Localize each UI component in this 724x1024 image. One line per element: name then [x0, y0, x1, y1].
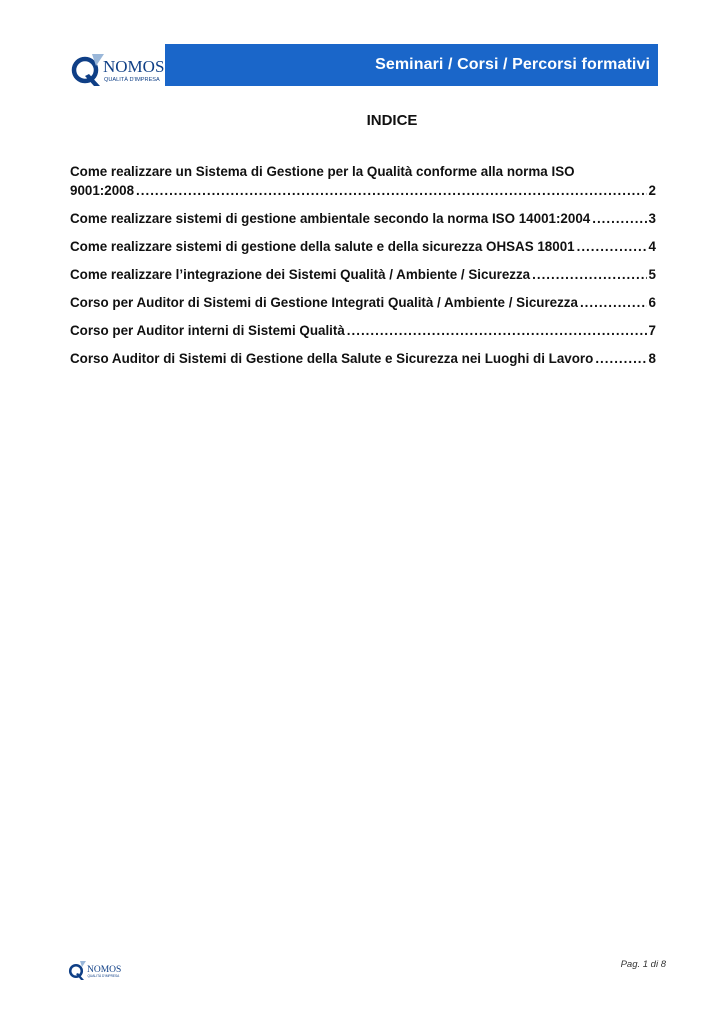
toc-entry-text: Come realizzare un Sistema di Gestione per la Qualità conforme alla norma ISO [70, 164, 575, 179]
toc-entry-text: Corso per Auditor interni di Sistemi Qualità [70, 323, 345, 338]
page-number: Pag. 1 di 8 [620, 959, 666, 970]
toc-entry[interactable] [70, 162, 656, 200]
toc-page-number: 4 [648, 239, 656, 254]
footer-nomos-logo [68, 958, 124, 982]
toc-leader [595, 349, 646, 368]
toc-page-number: 7 [648, 323, 656, 338]
table-of-contents [70, 162, 656, 377]
toc-leader [592, 209, 646, 228]
toc-leader [532, 265, 646, 284]
index-title: INDICE [366, 112, 418, 129]
toc-entry-text: Corso per Auditor di Sistemi di Gestione Integrati Qualità / Ambiente / Sicurezza [70, 295, 578, 310]
toc-entry[interactable] [70, 237, 656, 256]
footer-logo-tagline: QUALITÀ D'IMPRESA [87, 974, 120, 978]
banner-title: Seminari / Corsi / Percorsi formativi [375, 56, 650, 73]
toc-page-number: 6 [648, 295, 656, 310]
toc-page-number: 8 [648, 351, 656, 366]
toc-page-number: 3 [648, 211, 656, 226]
toc-page-number: 5 [648, 267, 656, 282]
logo-brand: NOMOS [103, 57, 165, 76]
toc-entry[interactable] [70, 349, 656, 368]
toc-leader [136, 181, 647, 200]
toc-entry[interactable] [70, 293, 656, 312]
toc-entry[interactable] [70, 265, 656, 284]
toc-page-number: 2 [648, 183, 656, 198]
toc-entry-text: Come realizzare l’integrazione dei Sistemi Qualità / Ambiente / Sicurezza [70, 267, 531, 282]
toc-entry-text: Come realizzare sistemi di gestione ambientale secondo la norma ISO 14001:2004 [70, 211, 591, 226]
nomos-logo [70, 48, 165, 90]
logo-tagline: QUALITÀ D'IMPRESA [104, 77, 160, 83]
toc-leader [347, 321, 647, 340]
toc-leader [577, 237, 647, 256]
toc-entry-text: Corso Auditor di Sistemi di Gestione della Salute e Sicurezza nei Luoghi di Lavoro [70, 351, 594, 366]
toc-entry[interactable] [70, 321, 656, 340]
q-mark-icon [70, 961, 86, 980]
toc-leader [580, 293, 647, 312]
q-mark-icon [74, 54, 104, 86]
footer-logo-brand: NOMOS [87, 965, 122, 975]
toc-entry[interactable] [70, 209, 656, 228]
toc-entry-text-cont: 9001:2008 [70, 183, 135, 198]
toc-entry-text: Come realizzare sistemi di gestione della salute e della sicurezza OHSAS 18001 [70, 239, 575, 254]
header-banner [165, 44, 658, 86]
